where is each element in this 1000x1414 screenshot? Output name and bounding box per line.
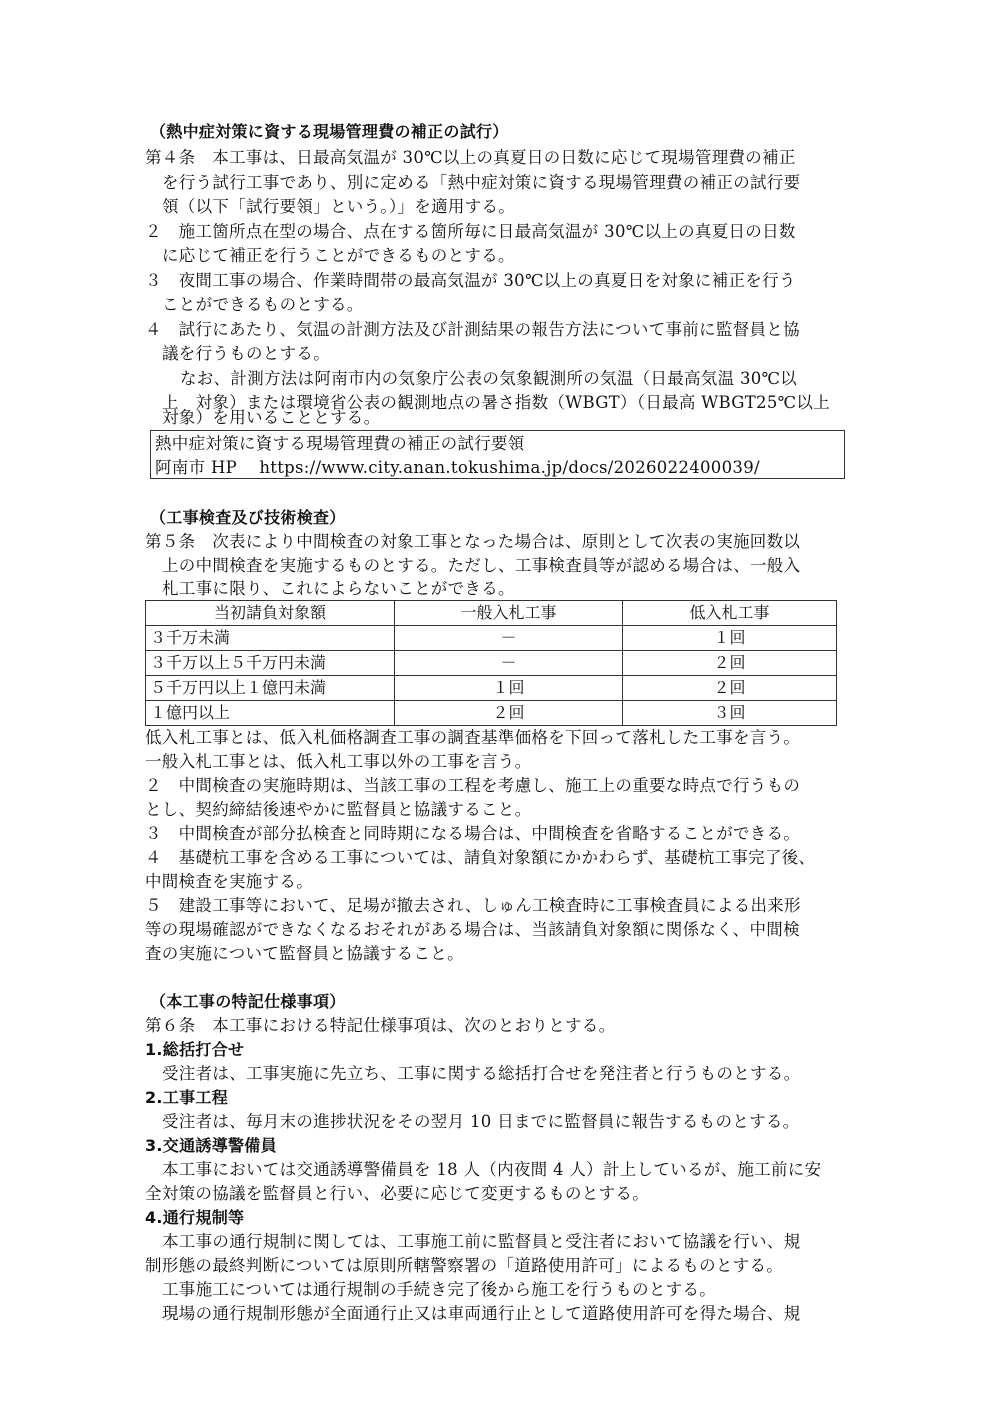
- section3-text-line: 全対策の協議を監督員と行い、必要に応じて変更するものとする。: [145, 1184, 649, 1203]
- article5-para3-line: ３ 中間検査が部分払検査と同時期になる場合は、中間検査を省略することができる。: [145, 824, 801, 843]
- article5-para1-line: 札工事に限り、これによらないことができる。: [162, 579, 515, 598]
- article4-para4-line: 議を行うものとする。: [162, 344, 330, 363]
- table-cell: ２回: [395, 701, 623, 726]
- article4-note-line: なお、計測方法は阿南市内の気象庁公表の気象観測所の気温（日最高気温 30℃以: [180, 369, 798, 388]
- table-row: [146, 626, 837, 651]
- article6-heading: （本工事の特記仕様事項）: [150, 992, 346, 1011]
- article5-para4-line: 中間検査を実施する。: [145, 872, 313, 891]
- table-cell: ２回: [623, 676, 837, 701]
- table-cell: １回: [395, 676, 623, 701]
- table-header: 低入札工事: [623, 601, 837, 626]
- article5-para2-line: とし、契約締結後速やかに監督員と協議すること。: [145, 800, 532, 819]
- table-cell: －: [395, 651, 623, 676]
- article4-para3-line: ３ 夜間工事の場合、作業時間帯の最高気温が 30℃以上の真夏日を対象に補正を行う: [145, 271, 796, 290]
- article5-para1-line: 上の中間検査を実施するものとする。ただし、工事検査員等が認める場合は、一般入: [162, 556, 801, 575]
- article5-definition-line: 低入札工事とは、低入札価格調査工事の調査基準価格を下回って落札した工事を言う。: [145, 728, 801, 747]
- section1-title: 1.総括打合せ: [145, 1040, 245, 1059]
- table-row: [146, 676, 837, 701]
- article5-para1-line: 第５条 次表により中間検査の対象工事となった場合は、原則として次表の実施回数以: [145, 532, 801, 551]
- section3-title: 3.交通誘導警備員: [145, 1136, 277, 1155]
- section4-title: 4.通行規制等: [145, 1208, 245, 1227]
- section4-text-line: 本工事の通行規制に関しては、工事施工前に監督員と受注者において協議を行い、規: [162, 1232, 801, 1251]
- article5-para5-line: 等の現場確認ができなくなるおそれがある場合は、当該請負対象額に関係なく、中間検: [145, 920, 800, 939]
- table-cell: １億円以上: [146, 701, 395, 726]
- reference-title: 熱中症対策に資する現場管理費の補正の試行要領: [155, 434, 525, 453]
- inspection-table: [145, 600, 837, 726]
- article4-note-line: 上 対象）または環境省公表の観測地点の暑さ指数（WBGT）（日最高 WBGT25℃以上: [162, 393, 831, 412]
- article4-para1-line: 領（以下「試行要領」という。）」を適用する。: [162, 197, 516, 216]
- article4-para1-line: を行う試行工事であり、別に定める「熱中症対策に資する現場管理費の補正の試行要: [162, 173, 801, 192]
- table-cell: ５千万円以上１億円未満: [146, 676, 395, 701]
- table-cell: ２回: [623, 651, 837, 676]
- table-cell: ３千万未満: [146, 626, 395, 651]
- reference-url-link[interactable]: 阿南市 HP https://www.city.anan.tokushima.jp/docs/2026022400039/: [155, 458, 760, 477]
- section4-text-line: 工事施工については通行規制の手続き完了後から施工を行うものとする。: [162, 1280, 717, 1299]
- article4-para2-line: ２ 施工箇所点在型の場合、点在する箇所毎に日最高気温が 30℃以上の真夏日の日数: [145, 222, 796, 241]
- section1-text: 受注者は、工事実施に先立ち、工事に関する総括打合せを発注者と行うものとする。: [162, 1064, 801, 1083]
- article4-para2-line: に応じて補正を行うことができるものとする。: [162, 246, 515, 265]
- table-cell: １回: [623, 626, 837, 651]
- article4-heading: （熱中症対策に資する現場管理費の補正の試行）: [150, 122, 509, 141]
- table-header: 当初請負対象額: [146, 601, 395, 626]
- article5-para2-line: ２ 中間検査の実施時期は、当該工事の工程を考慮し、施工上の重要な時点で行うもの: [145, 776, 801, 795]
- section2-text: 受注者は、毎月末の進捗状況をその翌月 10 日までに監督員に報告するものとする。: [162, 1112, 800, 1131]
- section4-text-line: 現場の通行規制形態が全面通行止又は車両通行止として道路使用許可を得た場合、規: [162, 1304, 801, 1323]
- table-row: [146, 701, 837, 726]
- table-row: [146, 651, 837, 676]
- article4-para1-line: 第４条 本工事は、日最高気温が 30℃以上の真夏日の日数に応じて現場管理費の補正: [145, 148, 796, 167]
- section4-text-line: 制形態の最終判断については原則所轄警察署の「道路使用許可」によるものとする。: [145, 1256, 784, 1275]
- article5-heading: （工事検査及び技術検査）: [150, 508, 346, 527]
- article4-para4-line: ４ 試行にあたり、気温の計測方法及び計測結果の報告方法について事前に監督員と協: [145, 320, 800, 339]
- section2-title: 2.工事工程: [145, 1088, 229, 1107]
- table-header-row: [146, 601, 837, 626]
- table-cell: ３回: [623, 701, 837, 726]
- article5-para5-line: ５ 建設工事等において、足場が撤去され、しゅん工検査時に工事検査員による出来形: [145, 896, 801, 915]
- table-cell: －: [395, 626, 623, 651]
- article4-note-line: 対象）を用いることとする。: [162, 408, 381, 427]
- table-cell: ３千万以上５千万円未満: [146, 651, 395, 676]
- article4-para3-line: ことができるものとする。: [162, 295, 364, 314]
- article5-para4-line: ４ 基礎杭工事を含める工事については、請負対象額にかかわらず、基礎杭工事完了後、: [145, 848, 816, 867]
- section3-text-line: 本工事においては交通誘導警備員を 18 人（内夜間 4 人）計上しているが、施工前に安: [162, 1160, 822, 1179]
- article5-para5-line: 査の実施について監督員と協議すること。: [145, 944, 464, 963]
- article5-definition-line: 一般入札工事とは、低入札工事以外の工事を言う。: [145, 752, 532, 771]
- article6-intro: 第６条 本工事における特記仕様事項は、次のとおりとする。: [145, 1016, 616, 1035]
- table-header: 一般入札工事: [395, 601, 623, 626]
